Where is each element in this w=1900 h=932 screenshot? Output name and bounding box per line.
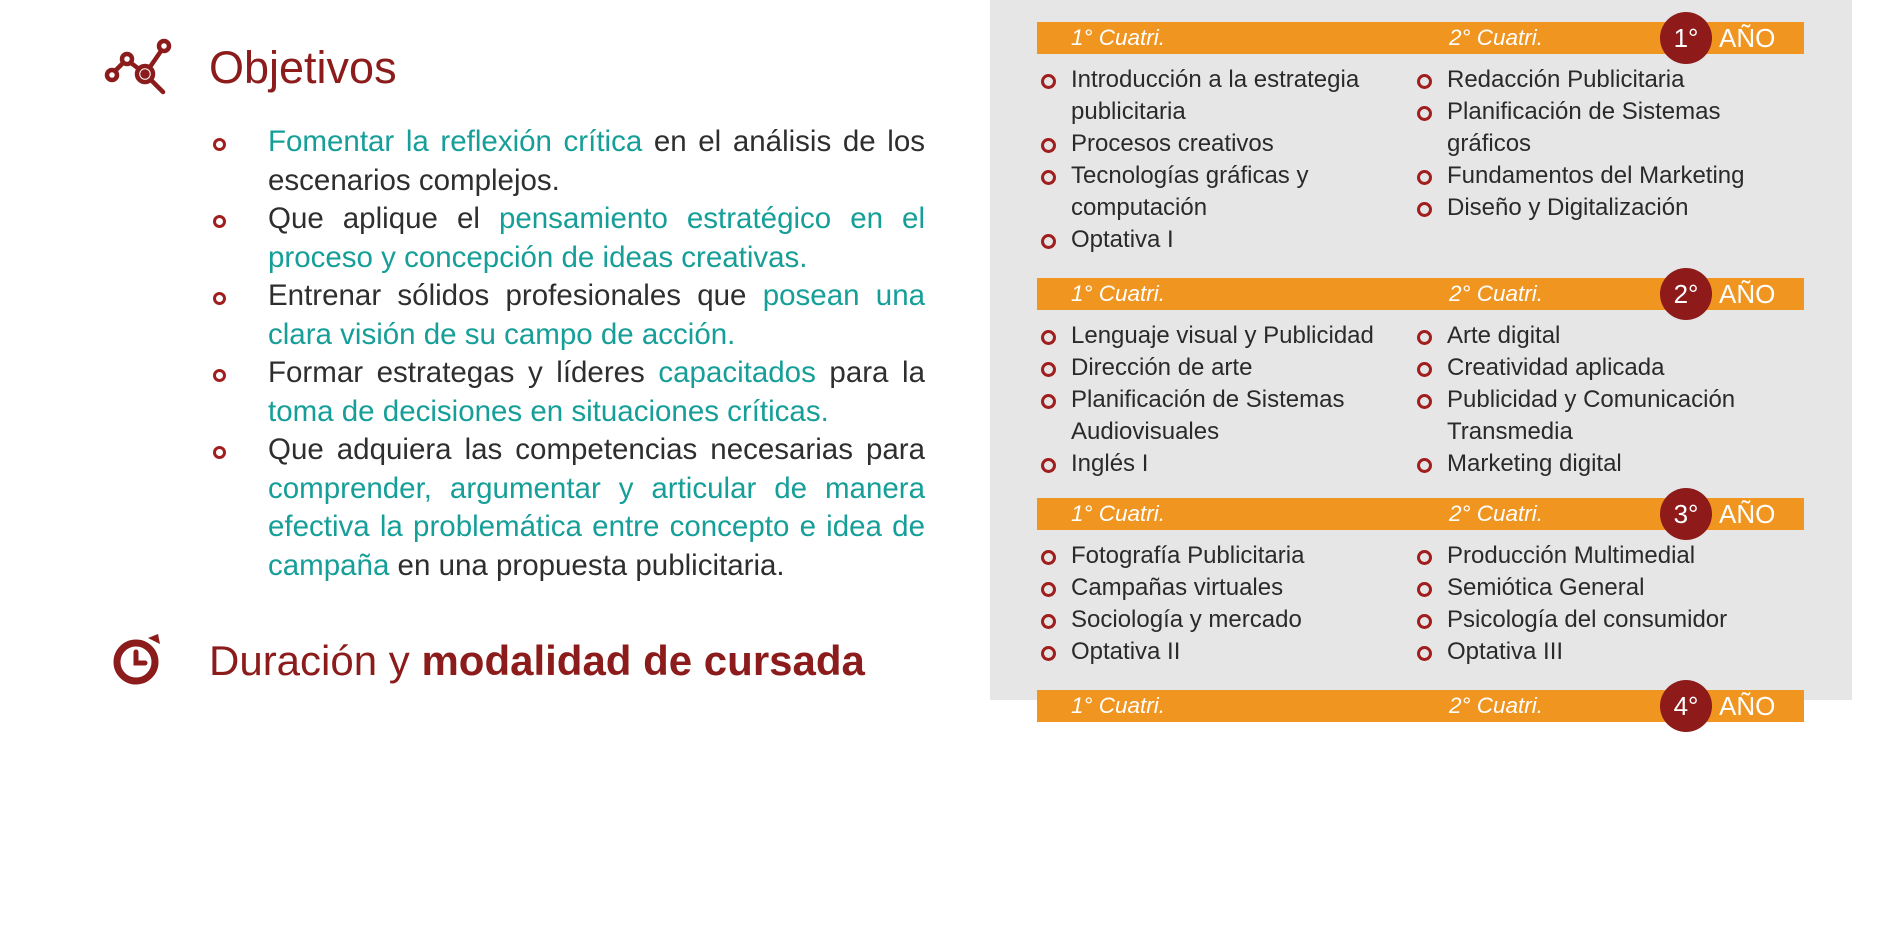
- objective-highlight: capacitados: [658, 356, 816, 389]
- course-item: [1413, 636, 1803, 668]
- first-semester-courses: [1037, 64, 1407, 256]
- circle-bullet-icon: [213, 138, 226, 151]
- course-name: Planificación de Sistemas Audiovisuales: [1071, 386, 1345, 445]
- second-semester-courses: [1413, 64, 1803, 224]
- circle-bullet-icon: [213, 292, 226, 305]
- circle-bullet-icon: [1041, 394, 1056, 409]
- circle-bullet-icon: [1041, 614, 1056, 629]
- course-item: [1413, 160, 1803, 192]
- duration-title: [209, 633, 865, 689]
- course-item: [1037, 160, 1407, 224]
- circle-bullet-icon: [1417, 202, 1432, 217]
- objective-text: en el análisis de los escenarios complejos.: [268, 125, 925, 197]
- circle-bullet-icon: [1417, 550, 1432, 565]
- course-item: [1037, 352, 1407, 384]
- course-item: [1413, 604, 1803, 636]
- circle-bullet-icon: [213, 369, 226, 382]
- circle-bullet-icon: [1041, 74, 1056, 89]
- course-name: Fotografía Publicitaria: [1071, 542, 1305, 569]
- course-name: Dirección de arte: [1071, 354, 1253, 381]
- objective-item: [210, 431, 925, 585]
- circle-bullet-icon: [1041, 646, 1056, 661]
- objectives-list: [210, 123, 925, 585]
- course-name: Creatividad aplicada: [1447, 354, 1665, 381]
- circle-bullet-icon: [1417, 362, 1432, 377]
- year-label: AÑO: [1719, 691, 1776, 721]
- course-name: Sociología y mercado: [1071, 606, 1302, 633]
- left-column: [0, 0, 990, 700]
- year-number-badge: 4°: [1660, 680, 1712, 732]
- course-name: Redacción Publicitaria: [1447, 66, 1685, 93]
- course-item: [1413, 448, 1803, 480]
- course-name: Diseño y Digitalización: [1447, 194, 1689, 221]
- objective-highlight: comprender, argumentar y articular de manera efectiva la problemática entre concepto e idea de campaña: [268, 471, 925, 582]
- courses-grid: [1037, 64, 1804, 264]
- course-item: [1037, 320, 1407, 352]
- course-name: Optativa I: [1071, 226, 1174, 253]
- circle-bullet-icon: [1417, 74, 1432, 89]
- semester-label: 2° Cuatri.: [1449, 281, 1544, 306]
- course-item: [1413, 540, 1803, 572]
- course-name: Marketing digital: [1447, 450, 1622, 477]
- year-header-bar: [1037, 22, 1804, 54]
- first-semester-courses: [1037, 320, 1407, 480]
- objective-highlight: pensamiento estratégico en el proceso y concepción de ideas creativas.: [268, 202, 925, 274]
- course-name: Planificación de Sistemas gráficos: [1447, 98, 1721, 157]
- objective-text: Que aplique el: [268, 202, 499, 235]
- objective-highlight: toma de decisiones en situaciones críticas.: [268, 394, 829, 428]
- year-header-bar: [1037, 278, 1804, 310]
- year-label: AÑO: [1719, 279, 1776, 309]
- objective-item: [210, 200, 925, 277]
- semester-label: 2° Cuatri.: [1449, 25, 1544, 50]
- course-item: [1037, 540, 1407, 572]
- duration-title-plain: Duración y: [209, 637, 410, 684]
- year-label: AÑO: [1719, 23, 1776, 53]
- course-name: Lenguaje visual y Publicidad: [1071, 322, 1374, 349]
- circle-bullet-icon: [1041, 138, 1056, 153]
- circle-bullet-icon: [1417, 646, 1432, 661]
- year-block: [1037, 22, 1804, 253]
- circle-bullet-icon: [1041, 458, 1056, 473]
- course-name: Inglés I: [1071, 450, 1149, 477]
- circle-bullet-icon: [213, 215, 226, 228]
- year-number-badge: 1°: [1660, 12, 1712, 64]
- course-item: [1037, 384, 1407, 448]
- circle-bullet-icon: [1417, 458, 1432, 473]
- course-name: Campañas virtuales: [1071, 574, 1284, 601]
- course-item: [1413, 352, 1803, 384]
- course-item: [1037, 448, 1407, 480]
- course-item: [1413, 320, 1803, 352]
- objective-item: [210, 354, 925, 431]
- circle-bullet-icon: [1041, 234, 1056, 249]
- course-name: Semiótica General: [1447, 574, 1645, 601]
- course-item: [1413, 64, 1803, 96]
- second-semester-courses: [1413, 320, 1803, 480]
- year-block: [1037, 278, 1804, 477]
- semester-label: 2° Cuatri.: [1449, 693, 1544, 718]
- course-item: [1413, 96, 1803, 160]
- course-item: [1037, 224, 1407, 256]
- course-name: Introducción a la estrategia publicitaria: [1071, 66, 1360, 125]
- year-header-bar: [1037, 690, 1804, 722]
- year-block: [1037, 690, 1804, 722]
- course-item: [1037, 64, 1407, 128]
- objective-text: Entrenar sólidos profesionales que: [268, 279, 763, 312]
- course-item: [1413, 384, 1803, 448]
- circle-bullet-icon: [1417, 330, 1432, 345]
- semester-label: 2° Cuatri.: [1449, 501, 1544, 526]
- course-item: [1413, 572, 1803, 604]
- objective-item: [210, 277, 925, 354]
- objective-item: [210, 123, 925, 200]
- first-semester-courses: [1037, 540, 1407, 668]
- circle-bullet-icon: [1041, 170, 1056, 185]
- year-block: [1037, 498, 1804, 665]
- circle-bullet-icon: [1041, 550, 1056, 565]
- chart-network-icon: [103, 38, 171, 96]
- course-item: [1037, 636, 1407, 668]
- year-header-bar: [1037, 498, 1804, 530]
- circle-bullet-icon: [1417, 170, 1432, 185]
- duration-title-bold: modalidad de cursada: [421, 637, 865, 684]
- year-number-badge: 2°: [1660, 268, 1712, 320]
- course-name: Procesos creativos: [1071, 130, 1274, 157]
- objectives-title: Objetivos: [209, 42, 397, 93]
- second-semester-courses: [1413, 540, 1803, 668]
- circle-bullet-icon: [1041, 362, 1056, 377]
- course-item: [1037, 604, 1407, 636]
- objective-text: en una propuesta publicitaria.: [389, 548, 785, 582]
- semester-label: 1° Cuatri.: [1071, 281, 1166, 306]
- course-name: Fundamentos del Marketing: [1447, 162, 1745, 189]
- semester-label: 1° Cuatri.: [1071, 25, 1166, 50]
- circle-bullet-icon: [1417, 614, 1432, 629]
- objective-highlight: Fomentar la reflexión crítica: [268, 125, 643, 158]
- courses-grid: [1037, 732, 1804, 932]
- semester-label: 1° Cuatri.: [1071, 501, 1166, 526]
- objective-highlight: posean una clara visión de su campo de acción.: [268, 279, 926, 351]
- circle-bullet-icon: [1041, 330, 1056, 345]
- course-item: [1037, 572, 1407, 604]
- circle-bullet-icon: [1041, 582, 1056, 597]
- study-plan-panel: [990, 0, 1852, 721]
- course-name: Producción Multimedial: [1447, 542, 1696, 569]
- objective-text: para la: [815, 356, 925, 389]
- year-number-badge: 3°: [1660, 488, 1712, 540]
- circle-bullet-icon: [1417, 106, 1432, 121]
- objective-text: Formar estrategas y líderes: [268, 356, 659, 389]
- course-name: Psicología del consumidor: [1447, 606, 1728, 633]
- objective-text: Que adquiera las competencias necesarias para: [268, 433, 925, 466]
- course-name: Arte digital: [1447, 322, 1561, 349]
- semester-label: 1° Cuatri.: [1071, 693, 1166, 718]
- year-label: AÑO: [1719, 499, 1776, 529]
- course-name: Optativa II: [1071, 638, 1181, 665]
- course-item: [1413, 192, 1803, 224]
- course-item: [1037, 128, 1407, 160]
- stopwatch-icon: [111, 630, 167, 688]
- course-name: Publicidad y Comunicación Transmedia: [1447, 386, 1736, 445]
- course-name: Tecnologías gráficas y computación: [1071, 162, 1309, 221]
- circle-bullet-icon: [213, 446, 226, 459]
- circle-bullet-icon: [1417, 582, 1432, 597]
- circle-bullet-icon: [1417, 394, 1432, 409]
- course-name: Optativa III: [1447, 638, 1564, 665]
